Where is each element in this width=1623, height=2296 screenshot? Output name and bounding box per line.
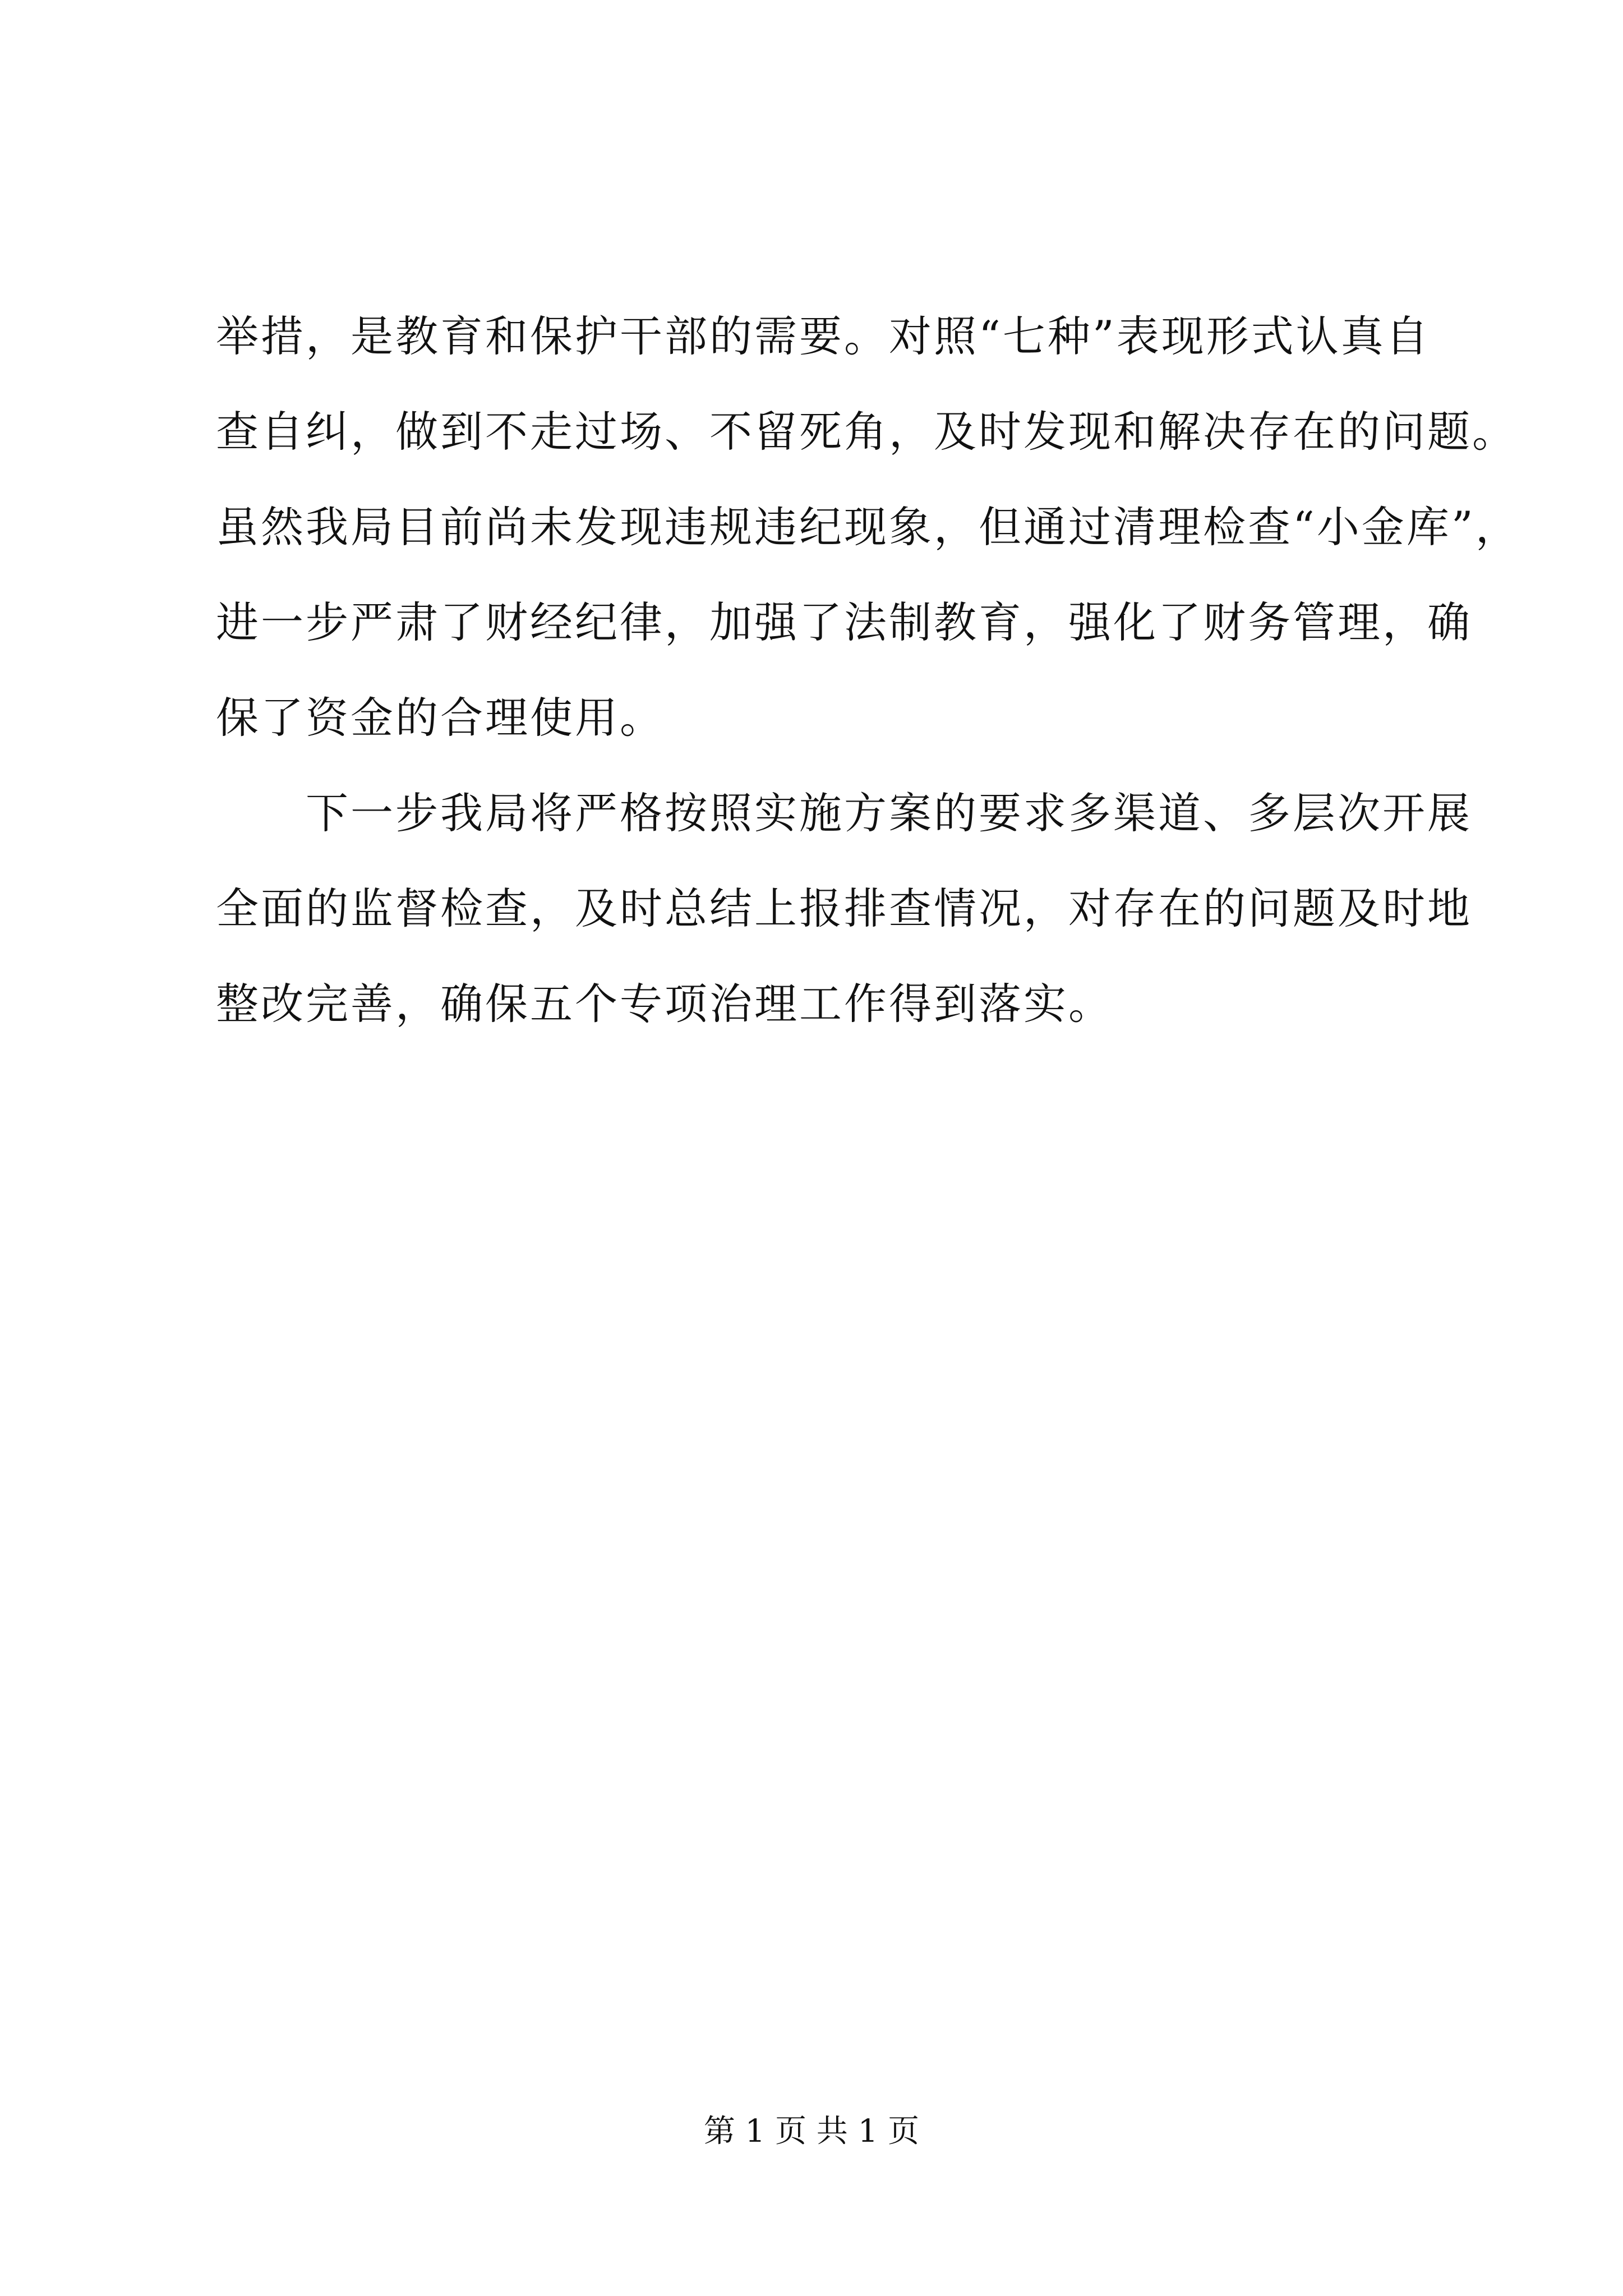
paragraph-line: 整改完善，确保五个专项治理工作得到落实。	[216, 979, 1113, 1029]
paragraph-line: 保了资金的合理使用。	[216, 693, 665, 743]
paragraph-line: 全面的监督检查，及时总结上报排查情况，对存在的问题及时地	[216, 884, 1472, 933]
document-body	[216, 289, 1520, 1052]
paragraph-line: 举措，是教育和保护干部的需要。对照“七种”表现形式认真自	[216, 311, 1431, 361]
paragraph-line: 虽然我局目前尚未发现违规违纪现象，但通过清理检查“小金库”，	[216, 502, 1520, 552]
page-footer: 第 1 页 共 1 页	[703, 2113, 920, 2150]
paragraph-line: 查自纠，做到不走过场、不留死角，及时发现和解决存在的问题。	[216, 407, 1517, 457]
paragraph-line: 下一步我局将严格按照实施方案的要求多渠道、多层次开展	[306, 788, 1472, 838]
paragraph-line: 进一步严肃了财经纪律，加强了法制教育，强化了财务管理，确	[216, 597, 1472, 647]
